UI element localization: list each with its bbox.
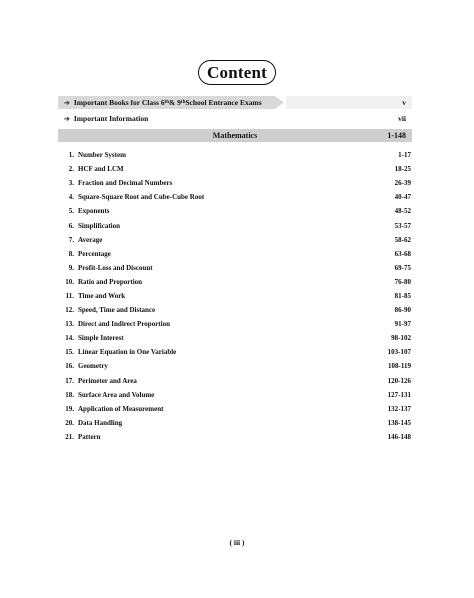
toc-topic: Data Handling [78, 418, 123, 427]
toc-number: 14. [65, 334, 74, 343]
toc-row[interactable] [62, 148, 412, 162]
toc-number: 9. [68, 263, 74, 272]
intro-label-main: Important Books for Class 6 [73, 98, 165, 107]
toc-row[interactable] [62, 218, 412, 232]
toc-row[interactable] [62, 388, 412, 402]
toc-row[interactable] [62, 233, 412, 247]
toc-number: 3. [68, 179, 74, 188]
toc-topic: Square-Square Root and Cube-Cube Root [78, 193, 205, 202]
intro-label-mid: & 9 [169, 98, 181, 107]
section-pages: 1-148 [387, 131, 406, 140]
intro-label-end: School Entrance Exams [185, 98, 262, 107]
toc-number: 8. [68, 249, 74, 258]
toc-pages: 132-137 [387, 404, 411, 413]
toc-pages: 18-25 [394, 165, 411, 174]
toc-number: 11. [65, 291, 74, 300]
toc-topic: HCF and LCM [78, 165, 124, 174]
toc-topic: Average [78, 235, 103, 244]
toc-list [62, 148, 412, 444]
toc-topic: Ratio and Proportion [78, 277, 143, 286]
toc-topic: Time and Work [78, 291, 126, 300]
toc-topic: Number System [78, 151, 126, 160]
page-title-text: Content [207, 62, 267, 82]
toc-topic: Direct and Indirect Proportion [78, 320, 170, 329]
toc-topic: Perimeter and Area [78, 376, 137, 385]
toc-number: 21. [65, 432, 74, 441]
toc-pages: 127-131 [387, 390, 411, 399]
toc-pages: 108-119 [388, 362, 411, 371]
page-title [198, 60, 276, 85]
toc-pages: 63-68 [394, 249, 411, 258]
toc-row[interactable] [62, 275, 412, 289]
toc-row[interactable] [62, 331, 412, 345]
toc-row[interactable] [62, 204, 412, 218]
toc-number: 6. [68, 221, 74, 230]
toc-row[interactable] [62, 345, 412, 359]
toc-row[interactable] [62, 190, 412, 204]
toc-pages: 138-145 [387, 418, 411, 427]
toc-pages: 58-62 [394, 235, 411, 244]
toc-pages: 76-80 [394, 277, 411, 286]
intro-label: Important Information [73, 114, 149, 123]
intro-sup-2: th [180, 100, 186, 105]
intro-row-information[interactable] [58, 112, 412, 125]
toc-row[interactable] [62, 317, 412, 331]
toc-topic: Geometry [78, 362, 108, 371]
toc-number: 16. [65, 362, 74, 371]
toc-pages: 53-57 [394, 221, 411, 230]
section-header [58, 129, 412, 142]
toc-pages: 120-126 [387, 376, 411, 385]
toc-pages: 26-39 [394, 179, 411, 188]
toc-topic: Profit-Loss and Discount [78, 263, 153, 272]
toc-number: 19. [65, 404, 74, 413]
toc-pages: 146-148 [387, 432, 411, 441]
toc-number: 17. [65, 376, 74, 385]
toc-pages: 48-52 [394, 207, 411, 216]
toc-row[interactable] [62, 303, 412, 317]
toc-topic: Simplification [78, 221, 121, 230]
toc-pages: 40-47 [394, 193, 411, 202]
toc-row[interactable] [62, 374, 412, 388]
toc-topic: Simple Interest [78, 334, 124, 343]
toc-pages: 86-90 [394, 306, 411, 315]
intro-page: v [402, 98, 406, 107]
toc-topic: Linear Equation in One Variable [78, 348, 177, 357]
arrow-right-icon: ➔ [64, 114, 70, 123]
intro-sup-1: th [164, 100, 170, 105]
toc-row[interactable] [62, 359, 412, 373]
toc-pages: 91-97 [394, 320, 411, 329]
toc-number: 5. [68, 207, 74, 216]
toc-row[interactable] [62, 261, 412, 275]
toc-pages: 103-107 [387, 348, 411, 357]
toc-number: 7. [68, 235, 74, 244]
toc-topic: Application of Measurement [78, 404, 164, 413]
toc-row[interactable] [62, 416, 412, 430]
toc-topic: Fraction and Decimal Numbers [78, 179, 173, 188]
toc-number: 10. [65, 277, 74, 286]
intro-page: vii [398, 114, 406, 123]
toc-topic: Exponents [78, 207, 110, 216]
toc-number: 15. [65, 348, 74, 357]
section-title: Mathematics [212, 131, 258, 140]
toc-pages: 98-102 [391, 334, 411, 343]
toc-row[interactable] [62, 402, 412, 416]
toc-number: 20. [65, 418, 74, 427]
toc-row[interactable] [62, 430, 412, 444]
toc-topic: Speed, Time and Distance [78, 306, 156, 315]
toc-pages: 81-85 [394, 291, 411, 300]
banner-tail [286, 96, 412, 109]
toc-number: 18. [65, 390, 74, 399]
toc-number: 4. [68, 193, 74, 202]
toc-topic: Surface Area and Volume [78, 390, 155, 399]
toc-row[interactable] [62, 289, 412, 303]
toc-row[interactable] [62, 176, 412, 190]
toc-topic: Percentage [78, 249, 111, 258]
toc-number: 12. [65, 306, 74, 315]
toc-number: 1. [68, 151, 74, 160]
toc-row[interactable] [62, 162, 412, 176]
page-number: ( iii ) [229, 538, 245, 547]
arrow-right-icon: ➔ [64, 98, 70, 107]
toc-pages: 69-75 [394, 263, 411, 272]
toc-number: 2. [68, 165, 74, 174]
toc-number: 13. [65, 320, 74, 329]
toc-topic: Pattern [78, 432, 101, 441]
toc-pages: 1-17 [398, 151, 411, 160]
toc-row[interactable] [62, 247, 412, 261]
intro-row-books[interactable] [58, 96, 412, 109]
